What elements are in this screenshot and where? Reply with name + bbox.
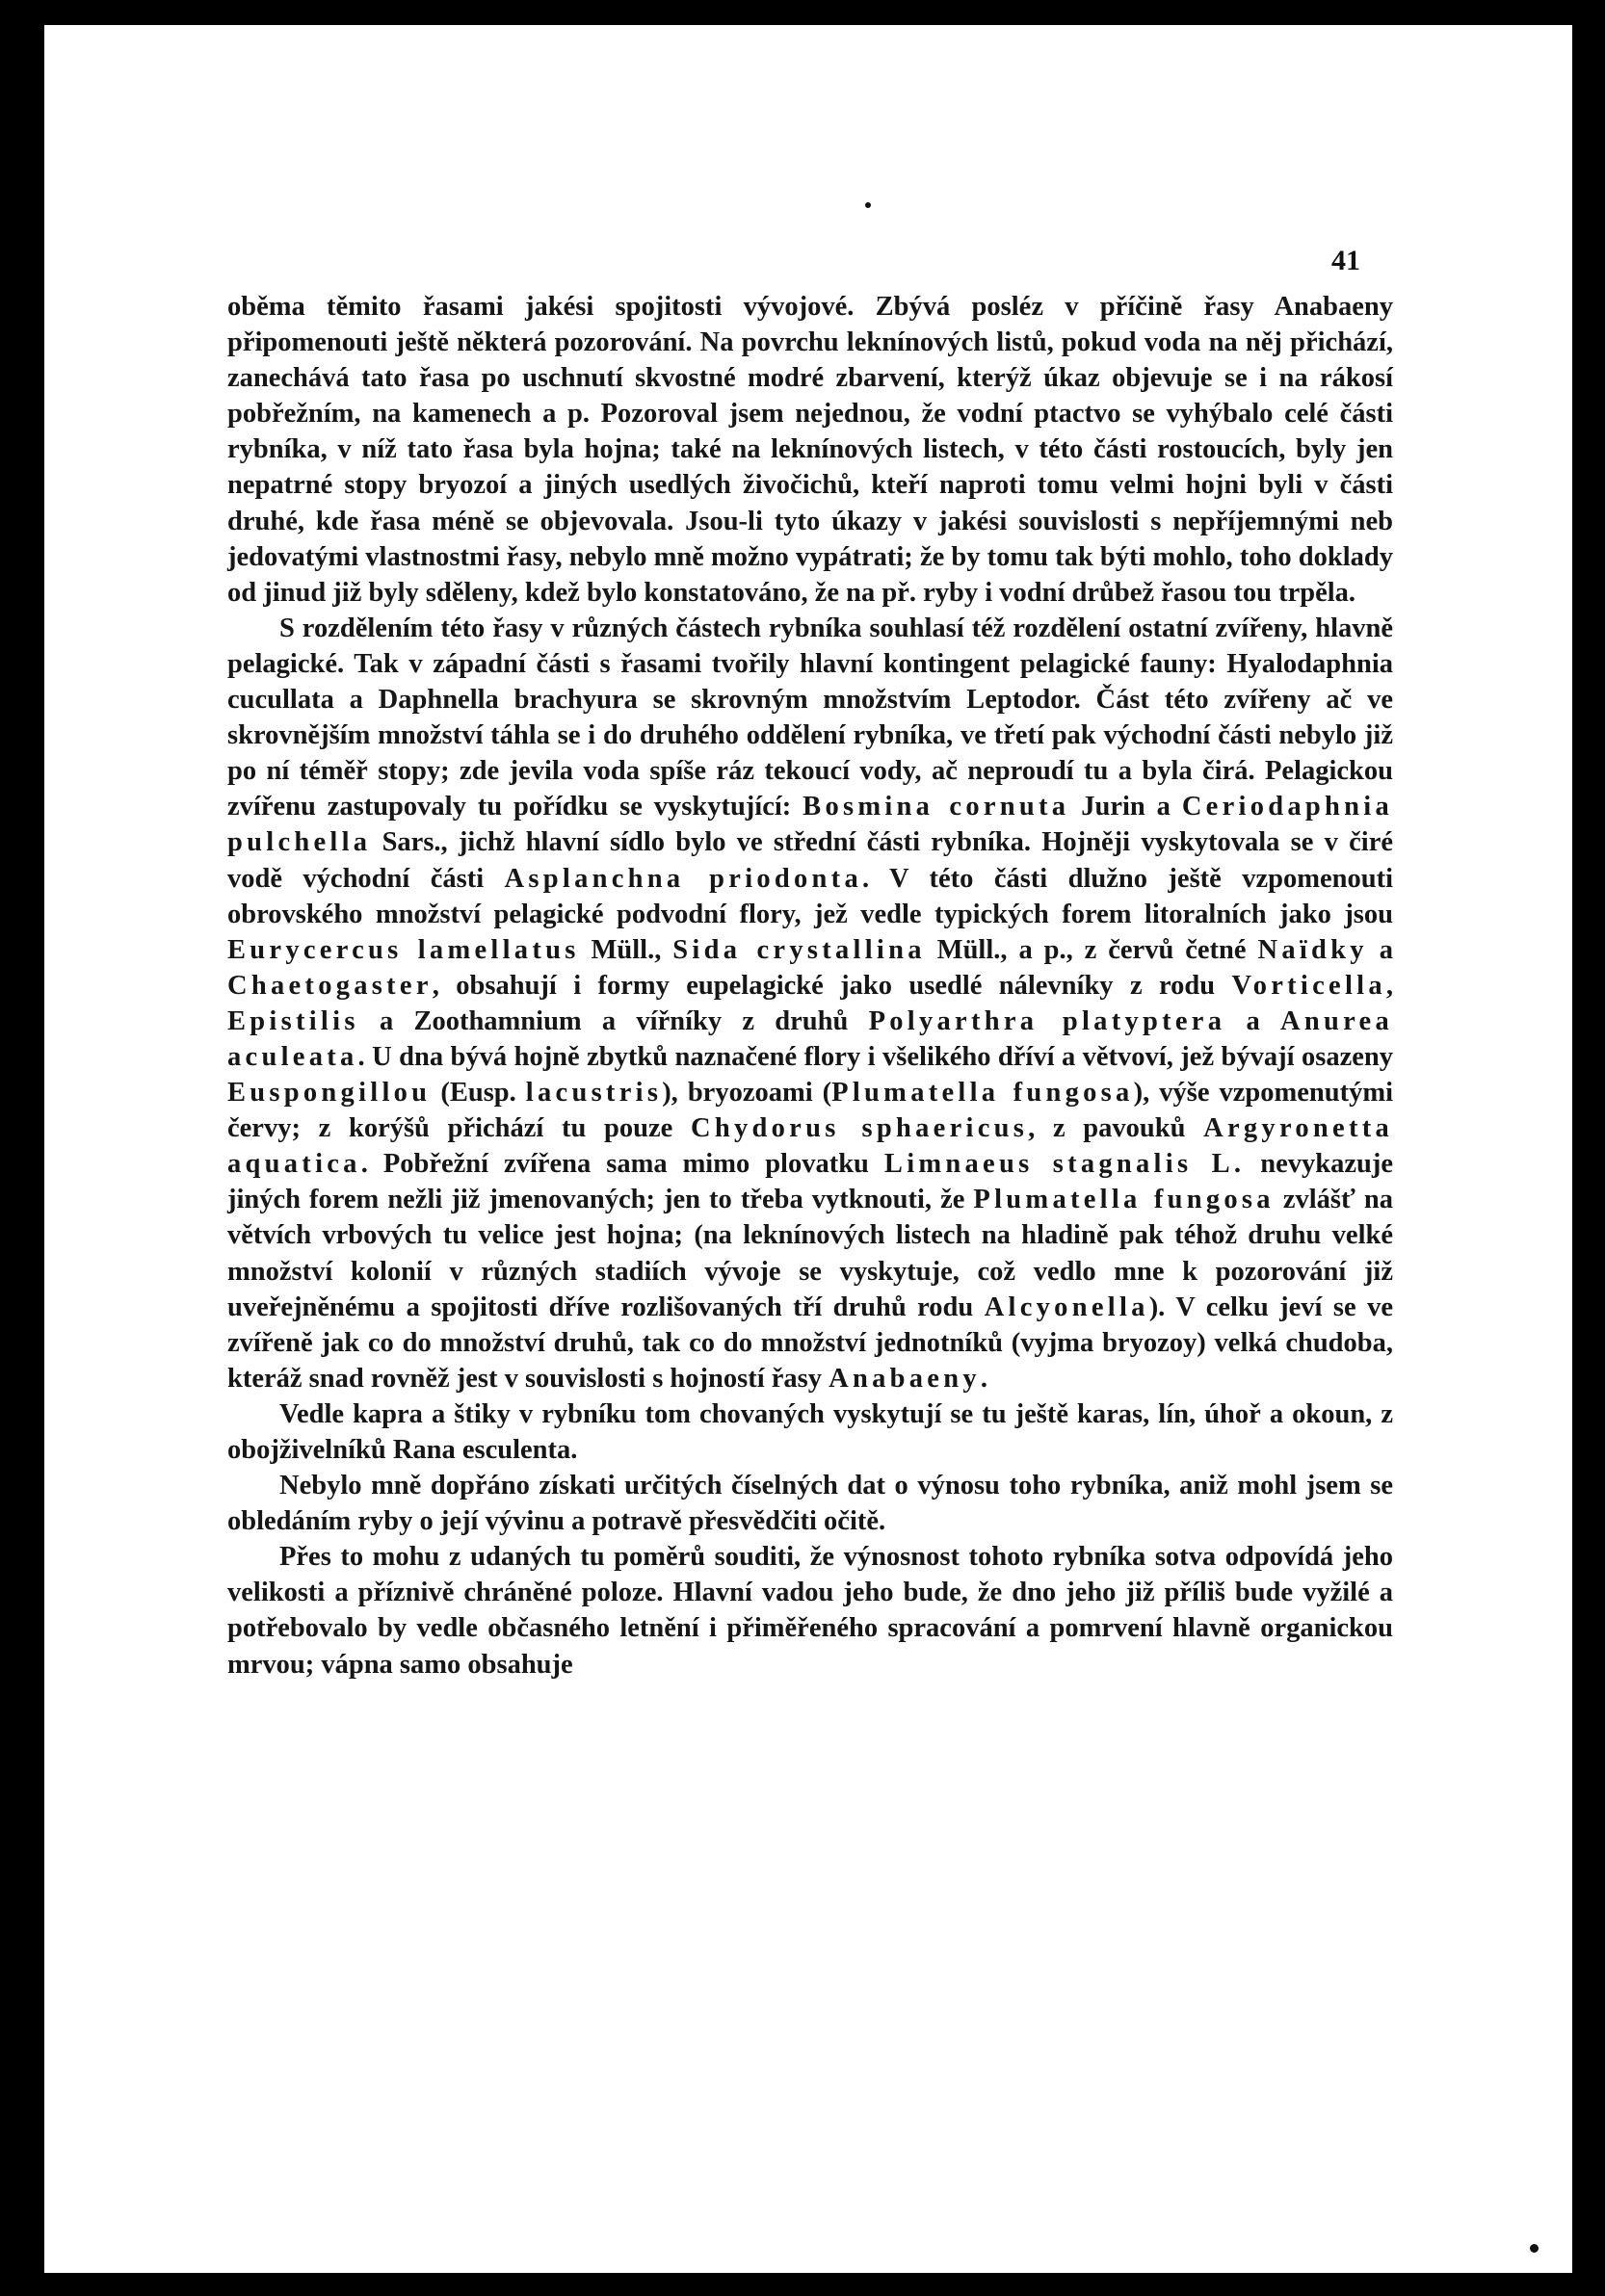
text-run: , <box>1385 970 1393 1001</box>
text-run: Vedle kapra a štiky v rybníku tom chovaných vyskytují se tu ještě karas, lín, úhoř a okoun, z obojživelníků Rana esculenta. <box>227 1398 1393 1465</box>
spaced-taxon-name: Chydorus sphaericus <box>690 1113 1029 1144</box>
text-run: Sars., jichž hlavní sídlo bylo ve střední části rybníka. Hojněji vyskytovala se v čiré vodě východní části <box>227 827 1393 894</box>
text-run: Nebylo mně dopřáno získati určitých číselných dat o výnosu toho rybníka, aniž mohl jsem se obledáním ryby o její vývinu a potravě přesvědčiti očitě. <box>227 1471 1393 1537</box>
text-run: Müll., a p., z červů četné <box>925 934 1258 965</box>
spaced-taxon-name: Anabaeny <box>829 1363 981 1394</box>
text-run: , obsahují i formy eupelagické jako usedlé nálevníky z rodu <box>432 970 1232 1001</box>
text-run: ). V celku jeví se ve zvířeně jak co do množství druhů, tak co do množství jednotníků (vyjma bryozoy) velká chudoba, kteráž snad rovněž jest v souvislosti s hojností řasy <box>227 1292 1393 1394</box>
spaced-taxon-name: Polyarthra platyptera <box>868 1005 1226 1036</box>
spaced-taxon-name: Eurycercus lamellatus <box>227 934 580 965</box>
spaced-taxon-name: Epistilis <box>227 1005 359 1036</box>
paragraph-2 <box>227 611 1393 1396</box>
scan-speck <box>1530 2244 1539 2253</box>
text-run: a <box>1225 1005 1281 1036</box>
spaced-taxon-name: Sida crystallina <box>672 934 926 965</box>
paragraph-5 <box>227 1539 1393 1682</box>
text-run: , z pavouků <box>1028 1113 1204 1144</box>
body-text <box>227 289 1393 1683</box>
text-run: . V této části dlužno ještě vzpomenouti obrovského množství pelagické podvodní flory, jež vedle typických forem litoralních jako jsou <box>227 863 1393 929</box>
text-run: S rozdělením této řasy v různých částech rybníka souhlasí též rozdělení ostatní zvířeny, hlavně pelagické. Tak v západní části s řasami tvořily hlavní kontingent pelagické fauny: Hyalodaphnia cucullata a Daphnella brachyura se skrovným množstvím Leptodor. Část této zvířeny ač ve skrovnějším množství táhla se i do druhého oddělení rybníka, ve třetí pak východní části nebylo již po ní téměř stopy; zde jevila voda spíše ráz tekoucí vody, ač neproudí tu a byla čirá. Pelagickou zvířenu zastupovaly tu pořídku se vyskytující: <box>227 613 1393 822</box>
spaced-taxon-name: Alcyonella <box>984 1292 1149 1322</box>
spaced-taxon-name: Anurea aculeata <box>227 1005 1393 1072</box>
text-run: a Zoothamnium a vířníky z druhů <box>358 1005 869 1036</box>
text-run: . U dna bývá hojně zbytků naznačené flory i všelikého dříví a větvoví, jež bývají osazeny <box>357 1041 1393 1072</box>
scan-speck <box>865 202 871 208</box>
spaced-taxon-name: Ceriodaphnia pulchella <box>227 792 1393 858</box>
text-run: Přes to mohu z udaných tu poměrů souditi, že výnosnost tohoto rybníka sotva odpovídá jeho velikosti a příznivě chráněné poloze. Hlavní vadou jeho bude, že dno jeho již příliš bude vyžilé a potřebovalo by vedle občasného letnění i přiměřeného spracování a pomrvení hlavně organickou mrvou; vápna samo obsahuje <box>227 1542 1393 1680</box>
text-run: ), bryozoami ( <box>662 1078 832 1109</box>
text-run: oběma těmito řasami jakési spojitosti vývojové. Zbývá posléz v příčině řasy Anabaeny připomenouti ještě některá pozorování. Na povrchu leknínových listů, pokud voda na něj přichází, zanechává tato řasa po uschnutí skvostné modré zbarvení, kterýž úkaz objevuje se i na rákosí pobřežním, na kamenech a p. Pozoroval jsem nejednou, že vodní ptactvo se vyhýbalo celé části rybníka, v níž tato řasa byla hojna; také na leknínových listech, v této části rostoucích, byly jen nepatrné stopy bryozoí a jiných usedlých živočichů, kteří naproti tomu velmi hojni byli v části druhé, kde řasa méně se objevovala. Jsou-li tyto úkazy v jakési souvislosti s nepříjemnými neb jedovatými vlastnostmi řasy, nebylo mně možno vypátrati; že by tomu tak býti mohlo, toho doklady od jinud již byly sděleny, kdež bylo konstatováno, že na př. ryby i vodní drůbež řasou tou trpěla. <box>227 292 1393 608</box>
scan-left-edge <box>31 25 44 2273</box>
spaced-taxon-name: Plumatella fungosa <box>831 1078 1134 1109</box>
spaced-taxon-name: Naïdky <box>1257 934 1368 965</box>
page-number: 41 <box>1331 245 1360 276</box>
spaced-taxon-name: Limnaeus stagnalis L. <box>883 1149 1246 1180</box>
text-run: zvlášť na větvích vrbových tu velice jest hojna; (na leknínových listech na hladině pak téhož druhu velké množství kolonií v různých stadiích vývoje se vyskytuje, což vedlo mne k pozorování již uveřejněnému a spojitosti dříve rozlišovaných tří druhů rodu <box>227 1185 1393 1322</box>
paragraph-3 <box>227 1396 1393 1468</box>
text-run: . <box>980 1363 987 1394</box>
text-run: ), výše vzpomenutými červy; z korýšů přichází tu pouze <box>227 1078 1393 1144</box>
document-page <box>31 25 1572 2273</box>
paragraph-1 <box>227 289 1393 611</box>
paragraph-4 <box>227 1468 1393 1539</box>
spaced-taxon-name: Bosmina cornuta <box>802 792 1070 822</box>
text-run: a <box>1367 934 1394 965</box>
spaced-taxon-name: Chaetogaster <box>227 970 433 1001</box>
spaced-taxon-name: Vorticella <box>1231 970 1386 1001</box>
text-run: Jurin a <box>1069 792 1182 822</box>
text-run: nevykazuje jiných forem nežli již jmenovaných; jen to třeba vytknouti, že <box>227 1149 1393 1215</box>
text-run: (Eusp. <box>431 1078 526 1109</box>
spaced-taxon-name: Euspongillou <box>227 1078 432 1109</box>
text-run: Müll., <box>579 934 673 965</box>
spaced-taxon-name: Argyronetta aquatica <box>227 1113 1393 1180</box>
spaced-taxon-name: Asplanchna priodonta <box>504 863 862 894</box>
text-run: . Pobřežní zvířena sama mimo plovatku <box>360 1149 884 1180</box>
spaced-taxon-name: lacustris <box>525 1078 663 1109</box>
spaced-taxon-name: Plumatella fungosa <box>973 1185 1275 1215</box>
